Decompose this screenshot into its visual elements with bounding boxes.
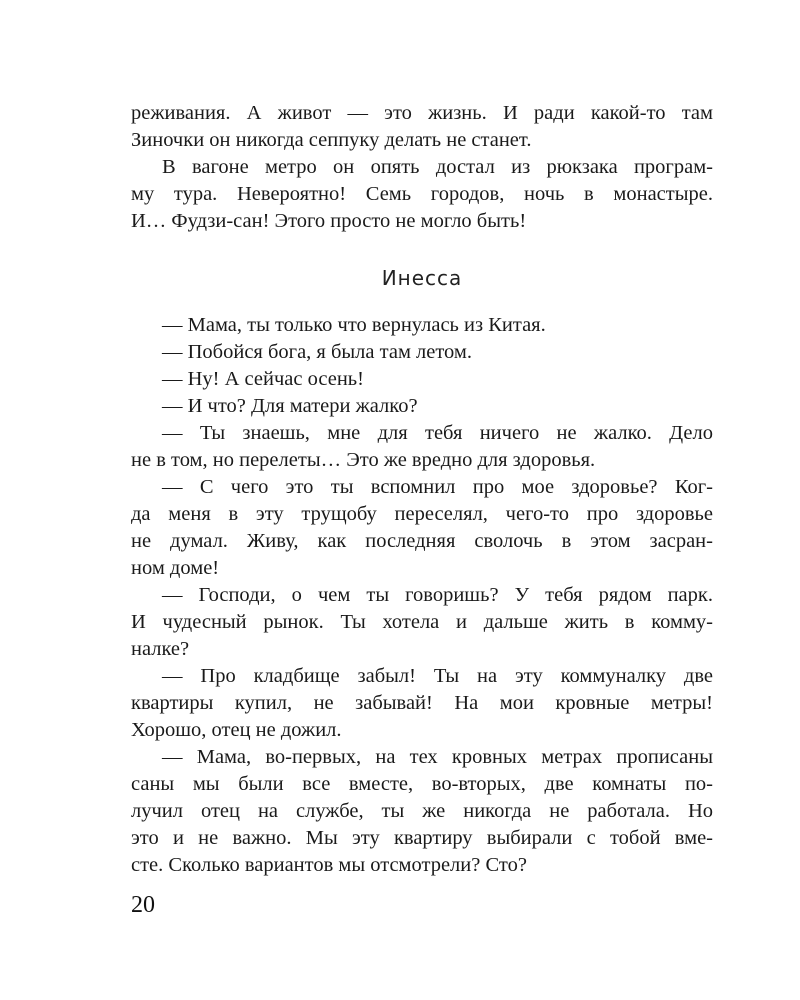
dialogue-line: — И что? Для матери жалко? (162, 395, 418, 417)
dialogue-line: — Ты знаешь, мне для тебя ничего не жалко. Дело (162, 422, 713, 444)
section-title: Инесса (381, 266, 463, 290)
text-line: И… Фудзи-сан! Этого просто не могло быть! (131, 210, 527, 232)
dialogue-line: не думал. Живу, как последняя сволочь в этом засран- (131, 530, 713, 552)
page-number: 20 (131, 892, 155, 918)
dialogue-line: налке? (131, 638, 190, 660)
dialogue-line: Хорошо, отец не дожил. (131, 719, 342, 741)
dialogue-line: не в том, но перелеты… Это же вредно для здоровья. (131, 449, 596, 471)
dialogue-line: ном доме! (131, 557, 220, 579)
dialogue-line: да меня в эту трущобу переселял, чего-то про здоровье (131, 503, 713, 525)
dialogue-line: — С чего это ты вспомнил про мое здоровье? Ког- (162, 476, 713, 498)
dialogue-line: — Про кладбище забыл! Ты на эту коммуналку две (162, 665, 713, 687)
dialogue-line: — Господи, о чем ты говоришь? У тебя рядом парк. (162, 584, 713, 606)
text-line: реживания. А живот — это жизнь. И ради какой-то там (131, 102, 713, 124)
dialogue-line: лучил отец на службе, ты же никогда не работала. Но (131, 800, 713, 822)
text-line: Зиночки он никогда сеппуку делать не станет. (131, 129, 532, 151)
dialogue-line: — Побойся бога, я была там летом. (162, 341, 473, 363)
text-line: му тура. Невероятно! Семь городов, ночь в монастыре. (131, 183, 713, 205)
text-line: В вагоне метро он опять достал из рюкзака програм- (162, 156, 713, 178)
dialogue-line: саны мы были все вместе, во-вторых, две комнаты по- (131, 773, 713, 795)
dialogue-line: это и не важно. Мы эту квартиру выбирали с тобой вме- (131, 827, 713, 849)
dialogue-line: И чудесный рынок. Ты хотела и дальше жить в комму- (131, 611, 713, 633)
dialogue-line: квартиры купил, не забывай! На мои кровные метры! (131, 692, 713, 714)
book-page-text (131, 100, 713, 879)
dialogue-line: сте. Сколько вариантов мы отсмотрели? Сто? (131, 854, 527, 876)
dialogue-line: — Мама, ты только что вернулась из Китая. (162, 314, 546, 336)
dialogue-line: — Ну! А сейчас осень! (162, 368, 364, 390)
dialogue-line: — Мама, во-первых, на тех кровных метрах прописаны (162, 746, 713, 768)
